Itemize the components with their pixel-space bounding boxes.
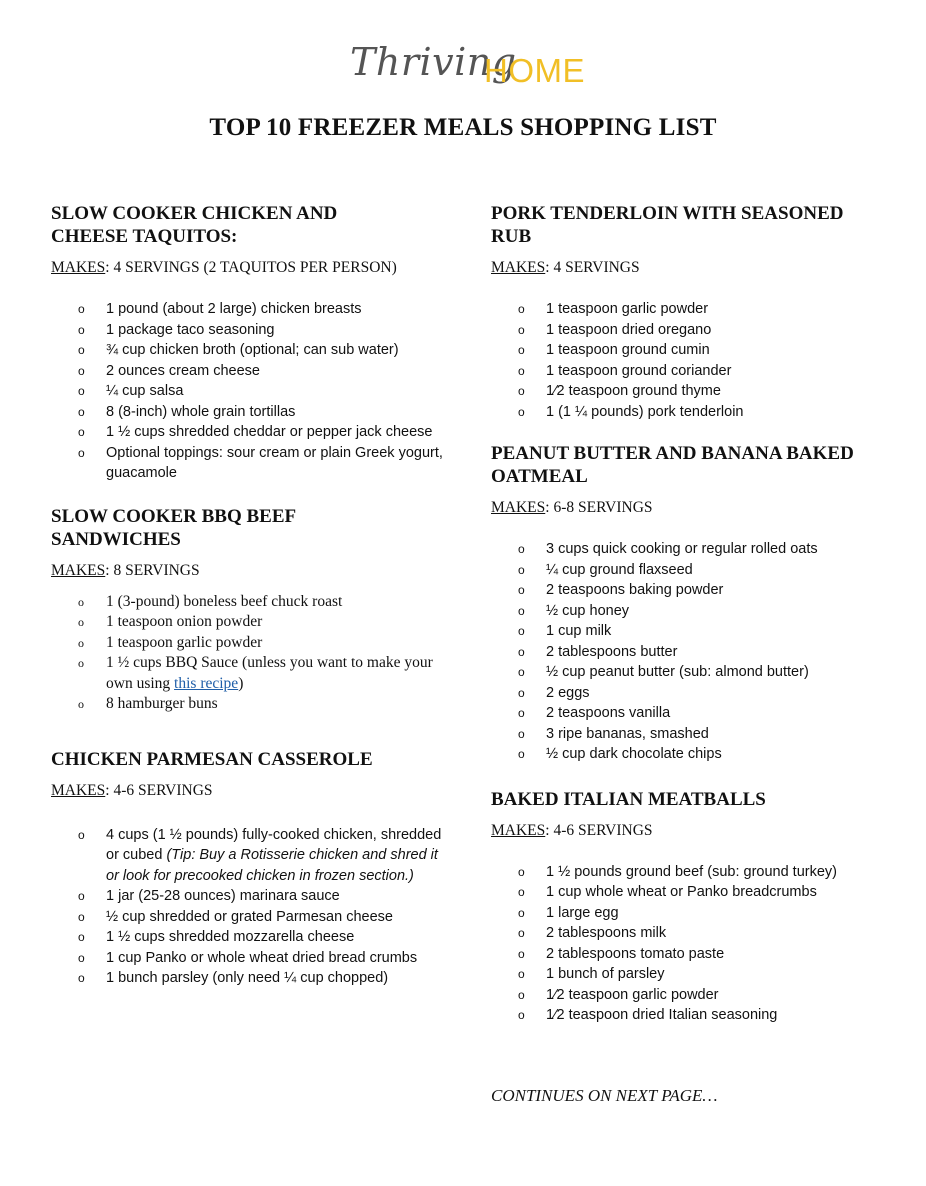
ingredient-text: 1⁄2 teaspoon garlic powder <box>546 986 719 1003</box>
list-item <box>491 662 891 683</box>
ingredient-text: 2 teaspoons baking powder <box>546 582 724 598</box>
left-column <box>51 202 446 989</box>
list-item <box>491 744 891 765</box>
list-item <box>491 703 891 724</box>
list-item <box>51 422 446 443</box>
recipe-title-line: SLOW COOKER BBQ BEEF <box>51 505 297 527</box>
list-item <box>491 944 891 965</box>
ingredient-text: 1 bunch of parsley <box>546 966 665 982</box>
thriving-home-logo <box>350 38 585 116</box>
closing-paren: ) <box>238 674 244 692</box>
recipe-title: CHICKEN PARMESAN CASSEROLE <box>51 748 373 770</box>
recipe-title-line: RUB <box>491 226 532 247</box>
servings-line <box>51 781 446 801</box>
servings-line <box>491 498 891 518</box>
ingredient-text: 1 teaspoon dried oregano <box>546 321 712 338</box>
makes-value: : 4-6 SERVINGS <box>545 821 653 839</box>
circle-bullet-icon: o <box>518 644 525 659</box>
circle-bullet-icon: o <box>78 302 85 316</box>
makes-label: MAKES <box>51 259 106 276</box>
list-item <box>491 724 891 745</box>
circle-bullet-icon: o <box>78 343 85 357</box>
list-item <box>491 361 891 382</box>
list-item <box>491 340 891 361</box>
list-item <box>491 580 891 601</box>
ingredient-list <box>51 825 446 989</box>
ingredient-text: 2 tablespoons tomato paste <box>546 945 725 962</box>
ingredient-text: ¾ cup chicken broth (optional; can sub water) <box>106 342 399 358</box>
ingredient-text: 1 jar (25-28 ounces) marinara sauce <box>106 888 340 904</box>
circle-bullet-icon: o <box>518 885 525 899</box>
circle-bullet-icon: o <box>518 685 525 700</box>
recipe-title-line: PORK TENDERLOIN WITH SEASONED <box>491 203 844 224</box>
ingredient-list <box>491 299 891 422</box>
ingredient-text: 1 teaspoon ground cumin <box>546 342 710 358</box>
continues-note: CONTINUES ON NEXT PAGE… <box>491 1086 718 1105</box>
ingredient-text: 8 (8-inch) whole grain tortillas <box>106 403 296 420</box>
ingredient-text: 2 teaspoons vanilla <box>546 705 671 721</box>
circle-bullet-icon: o <box>518 384 525 398</box>
ingredient-text: 3 ripe bananas, smashed <box>546 725 709 742</box>
logo-script-text: Thriving <box>350 40 517 84</box>
page-title: TOP 10 FREEZER MEALS SHOPPING LIST <box>209 114 717 141</box>
list-item <box>51 948 446 969</box>
circle-bullet-icon: o <box>518 946 525 961</box>
recipe-title-line: SANDWICHES <box>51 528 181 550</box>
list-item <box>51 907 446 928</box>
recipe-italian-meatballs <box>491 788 891 1026</box>
makes-value: : 8 SERVINGS <box>105 561 200 579</box>
circle-bullet-icon: o <box>518 302 525 316</box>
makes-label: MAKES <box>51 781 106 799</box>
ingredient-text: 1 ½ cups shredded mozzarella cheese <box>106 929 355 945</box>
servings-line <box>51 561 446 581</box>
list-item <box>491 299 891 320</box>
circle-bullet-icon: o <box>518 583 525 597</box>
circle-bullet-icon: o <box>78 384 85 398</box>
ingredient-list <box>491 539 891 765</box>
recipe-title <box>491 202 891 248</box>
circle-bullet-icon: o <box>78 322 85 337</box>
ingredient-text: 1 cup whole wheat or Panko breadcrumbs <box>546 884 817 900</box>
circle-bullet-icon: o <box>78 656 84 670</box>
circle-bullet-icon: o <box>78 635 84 650</box>
recipe-title <box>51 505 446 551</box>
circle-bullet-icon: o <box>78 363 85 378</box>
makes-label: MAKES <box>51 561 106 579</box>
ingredient-text: 4 cups (1 ½ pounds) fully-cooked chicken, shredded or cubed <box>106 826 442 863</box>
circle-bullet-icon: o <box>518 363 525 378</box>
ingredient-text: 2 tablespoons butter <box>546 643 678 660</box>
ingredient-text: 1 (3-pound) boneless beef chuck roast <box>106 592 343 610</box>
list-item <box>51 825 446 887</box>
ingredient-text: ½ cup honey <box>546 602 630 619</box>
ingredient-text: 1 ½ cups BBQ Sauce (unless you want to make your own using <box>106 654 433 692</box>
list-item <box>491 402 891 423</box>
list-item <box>491 560 891 581</box>
right-column <box>491 202 891 1026</box>
ingredient-text: Optional toppings: sour cream or plain Greek yogurt, guacamole <box>106 444 443 481</box>
circle-bullet-icon: o <box>518 905 525 920</box>
list-item <box>491 1005 891 1026</box>
recipe-pb-banana-oatmeal <box>491 442 891 765</box>
circle-bullet-icon: o <box>78 594 84 609</box>
circle-bullet-icon: o <box>518 926 525 940</box>
makes-label: MAKES <box>491 821 546 839</box>
list-item <box>491 601 891 622</box>
list-item <box>491 903 891 924</box>
ingredient-text: 1 teaspoon ground coriander <box>546 362 732 379</box>
ingredient-text: 1 package taco seasoning <box>106 321 275 338</box>
recipe-title-line: PEANUT BUTTER AND BANANA BAKED <box>491 443 854 464</box>
ingredient-text: ½ cup dark chocolate chips <box>546 746 722 762</box>
ingredient-list <box>491 862 891 1026</box>
ingredient-list <box>51 299 446 484</box>
ingredient-text: 1 teaspoon garlic powder <box>546 301 709 317</box>
circle-bullet-icon: o <box>78 445 85 460</box>
ingredient-text: 1 cup milk <box>546 623 612 639</box>
circle-bullet-icon: o <box>78 909 85 924</box>
ingredient-text: 1 (1 ¼ pounds) pork tenderloin <box>546 403 744 420</box>
recipe-chicken-parmesan <box>51 748 446 989</box>
list-item <box>491 320 891 341</box>
recipe-title <box>51 202 446 248</box>
circle-bullet-icon: o <box>78 950 85 965</box>
circle-bullet-icon: o <box>518 542 525 556</box>
list-item <box>51 886 446 907</box>
ingredient-text: 1 teaspoon onion powder <box>106 613 263 630</box>
recipe-title-line: SLOW COOKER CHICKEN AND <box>51 203 338 224</box>
circle-bullet-icon: o <box>518 603 525 618</box>
circle-bullet-icon: o <box>78 425 85 439</box>
ingredient-text: ¼ cup salsa <box>106 383 184 399</box>
circle-bullet-icon: o <box>518 1008 525 1022</box>
list-item <box>51 402 446 423</box>
list-item <box>51 694 446 715</box>
circle-bullet-icon: o <box>518 624 525 638</box>
ingredient-text: 1 ½ cups shredded cheddar or pepper jack cheese <box>106 424 433 440</box>
list-item <box>491 923 891 944</box>
ingredient-text: 1 large egg <box>546 904 619 921</box>
circle-bullet-icon: o <box>518 726 525 741</box>
ingredient-text: 2 tablespoons milk <box>546 925 667 941</box>
ingredient-text: ½ cup peanut butter (sub: almond butter) <box>546 664 809 680</box>
list-item <box>51 653 446 694</box>
recipe-bbq-beef <box>51 505 446 715</box>
list-item <box>491 642 891 663</box>
list-item <box>51 592 446 613</box>
list-item <box>491 985 891 1006</box>
list-item <box>51 361 446 382</box>
list-item <box>491 621 891 642</box>
circle-bullet-icon: o <box>78 971 85 985</box>
circle-bullet-icon: o <box>78 404 85 419</box>
circle-bullet-icon: o <box>518 562 525 577</box>
ingredient-text: ¼ cup ground flaxseed <box>546 561 693 578</box>
circle-bullet-icon: o <box>518 747 525 761</box>
list-item <box>51 633 446 654</box>
ingredient-list <box>51 592 446 715</box>
ingredient-text: 8 hamburger buns <box>106 695 218 712</box>
list-item <box>491 862 891 883</box>
tip-text: (Tip: Buy a Rotisserie chicken and shred it or look for precooked chicken in frozen section.) <box>106 847 438 884</box>
makes-value: : 6-8 SERVINGS <box>545 499 653 516</box>
makes-value: : 4 SERVINGS <box>545 259 640 276</box>
ingredient-text: 1 cup Panko or whole wheat dried bread crumbs <box>106 949 418 966</box>
circle-bullet-icon: o <box>78 930 85 944</box>
circle-bullet-icon: o <box>518 665 525 679</box>
recipe-title-line: CHEESE TAQUITOS: <box>51 226 238 247</box>
list-item <box>491 882 891 903</box>
recipe-taquitos <box>51 202 446 484</box>
servings-line <box>51 258 446 278</box>
list-item <box>51 299 446 320</box>
servings-line <box>491 821 891 841</box>
ingredient-text: 1 pound (about 2 large) chicken breasts <box>106 301 362 317</box>
list-item <box>51 443 446 484</box>
makes-label: MAKES <box>491 499 546 516</box>
ingredient-text: 2 eggs <box>546 684 590 701</box>
list-item <box>51 968 446 989</box>
list-item <box>491 964 891 985</box>
recipe-title <box>491 442 891 488</box>
ingredient-text: 2 ounces cream cheese <box>106 362 260 379</box>
circle-bullet-icon: o <box>518 967 525 981</box>
makes-label: MAKES <box>491 259 546 276</box>
list-item <box>491 539 891 560</box>
list-item <box>51 340 446 361</box>
circle-bullet-icon: o <box>518 864 525 879</box>
makes-value: : 4-6 SERVINGS <box>105 781 213 799</box>
ingredient-text: 1 bunch parsley (only need ¼ cup chopped) <box>106 970 389 986</box>
list-item <box>51 381 446 402</box>
list-item <box>51 320 446 341</box>
circle-bullet-icon: o <box>78 827 85 842</box>
servings-line <box>491 258 891 278</box>
ingredient-text: 1⁄2 teaspoon dried Italian seasoning <box>546 1007 778 1023</box>
ingredient-text: ½ cup shredded or grated Parmesan cheese <box>106 908 393 925</box>
circle-bullet-icon: o <box>518 404 525 419</box>
recipe-title-line: OATMEAL <box>491 466 588 487</box>
this-recipe-link[interactable]: this recipe <box>174 674 239 692</box>
ingredient-text: 1⁄2 teaspoon ground thyme <box>546 383 721 399</box>
makes-value: : 4 SERVINGS (2 TAQUITOS PER PERSON) <box>105 259 397 276</box>
logo-home-text: HOME <box>484 52 585 89</box>
circle-bullet-icon: o <box>518 706 525 720</box>
ingredient-text: 1 ½ pounds ground beef (sub: ground turkey) <box>546 863 837 880</box>
list-item <box>51 612 446 633</box>
circle-bullet-icon: o <box>518 343 525 357</box>
list-item <box>51 927 446 948</box>
ingredient-text: 3 cups quick cooking or regular rolled oats <box>546 541 818 557</box>
recipe-pork-tenderloin <box>491 202 891 422</box>
circle-bullet-icon: o <box>518 322 525 337</box>
circle-bullet-icon: o <box>518 987 525 1002</box>
list-item <box>491 683 891 704</box>
circle-bullet-icon: o <box>78 615 84 629</box>
list-item <box>491 381 891 402</box>
circle-bullet-icon: o <box>78 697 84 711</box>
circle-bullet-icon: o <box>78 889 85 903</box>
ingredient-text: 1 teaspoon garlic powder <box>106 633 263 651</box>
recipe-title: BAKED ITALIAN MEATBALLS <box>491 788 766 810</box>
